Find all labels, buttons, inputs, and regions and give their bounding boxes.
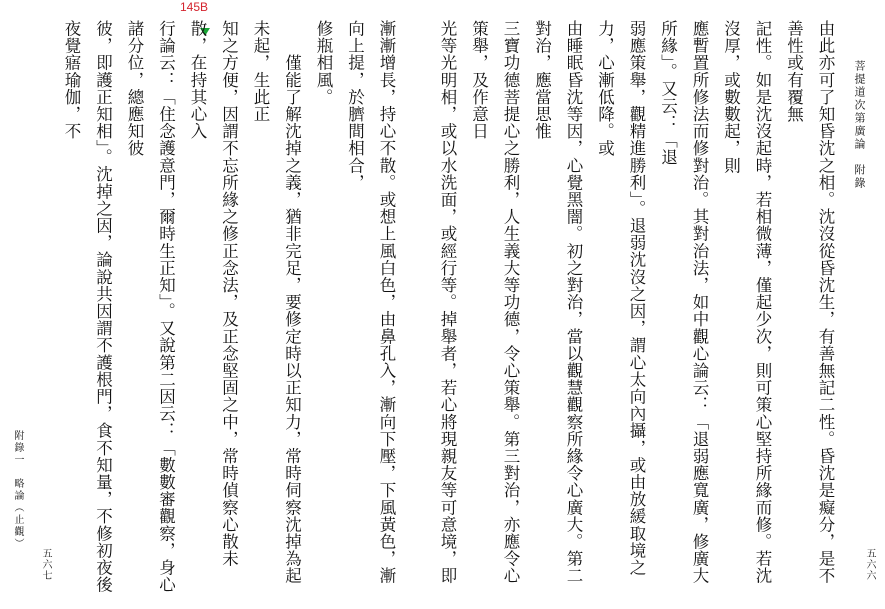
text-column: 弱應策舉，觀精進勝利」。退弱沈沒之因，謂心太向內攝，或由放緩取境之力，心漸低降。或 — [595, 20, 646, 577]
text-column: 應暫置所修法而修對治。其對治法，如中觀心論云：「退弱應寬廣，修廣大所緣」。又云：「退 — [658, 20, 709, 585]
text-column: 僅能了解沈掉之義，猶非完足，要修定時以正知力，常時伺察沈掉為起未起，生此正 — [251, 20, 302, 585]
text-column: 三寶功德菩提心之勝利，人生義大等功德，令心策舉。第三對治，亦應令心策舉，及作意日 — [469, 20, 520, 585]
right-page-text — [438, 20, 841, 595]
text-column: 行論云：「住念護意門，爾時生正知」。又說第二因云：「數數審觀察，身心諸分位，總應知彼 — [125, 20, 176, 594]
text-column: 記性。如是沈沒起時，若相微薄，僅起少次，則可策心堅持所緣而修。若沈沒厚，或數數起，則 — [721, 20, 772, 585]
page-number-left: 五六七 — [40, 548, 51, 581]
text-column: 光等光明相，或以水洗面，或經行等。掉舉者，若心將現親友等可意境，即 — [438, 20, 457, 585]
text-column: 修瓶相風。 — [314, 20, 333, 106]
text-column: 漸漸增長，持心不散。或想上風白色，由鼻孔入，漸向下壓，下風黃色，漸向上提，於臍間相合， — [345, 20, 396, 585]
page-number-right: 五六六 — [864, 548, 875, 581]
text-column: 彼，即護正知相」。沈掉之因，論說共因謂不護根門，食不知量，不修初夜後夜覺寤瑜伽，不 — [62, 20, 113, 594]
running-header: 菩提道次第廣論 附錄 — [853, 60, 866, 190]
left-page-text — [62, 20, 402, 595]
text-column: 由此亦可了知昏沈之相。沈沒從昏沈生，有善無記二性。昏沈是癡分，是不善性或有覆無 — [784, 20, 835, 585]
running-footer: 附錄一 略論（止觀） — [12, 430, 23, 550]
page-marker-label: 145B — [180, 0, 209, 14]
text-column: 知之方便，因謂不忘所緣之修正念法，及正念堅固之中，常時偵察心散未散，在持其心入 — [188, 20, 239, 568]
text-column: 由睡眠昏沈等因，心覺黑闇。初之對治，當以觀慧觀察所緣令心廣大。第二對治，應當思惟 — [532, 20, 583, 585]
